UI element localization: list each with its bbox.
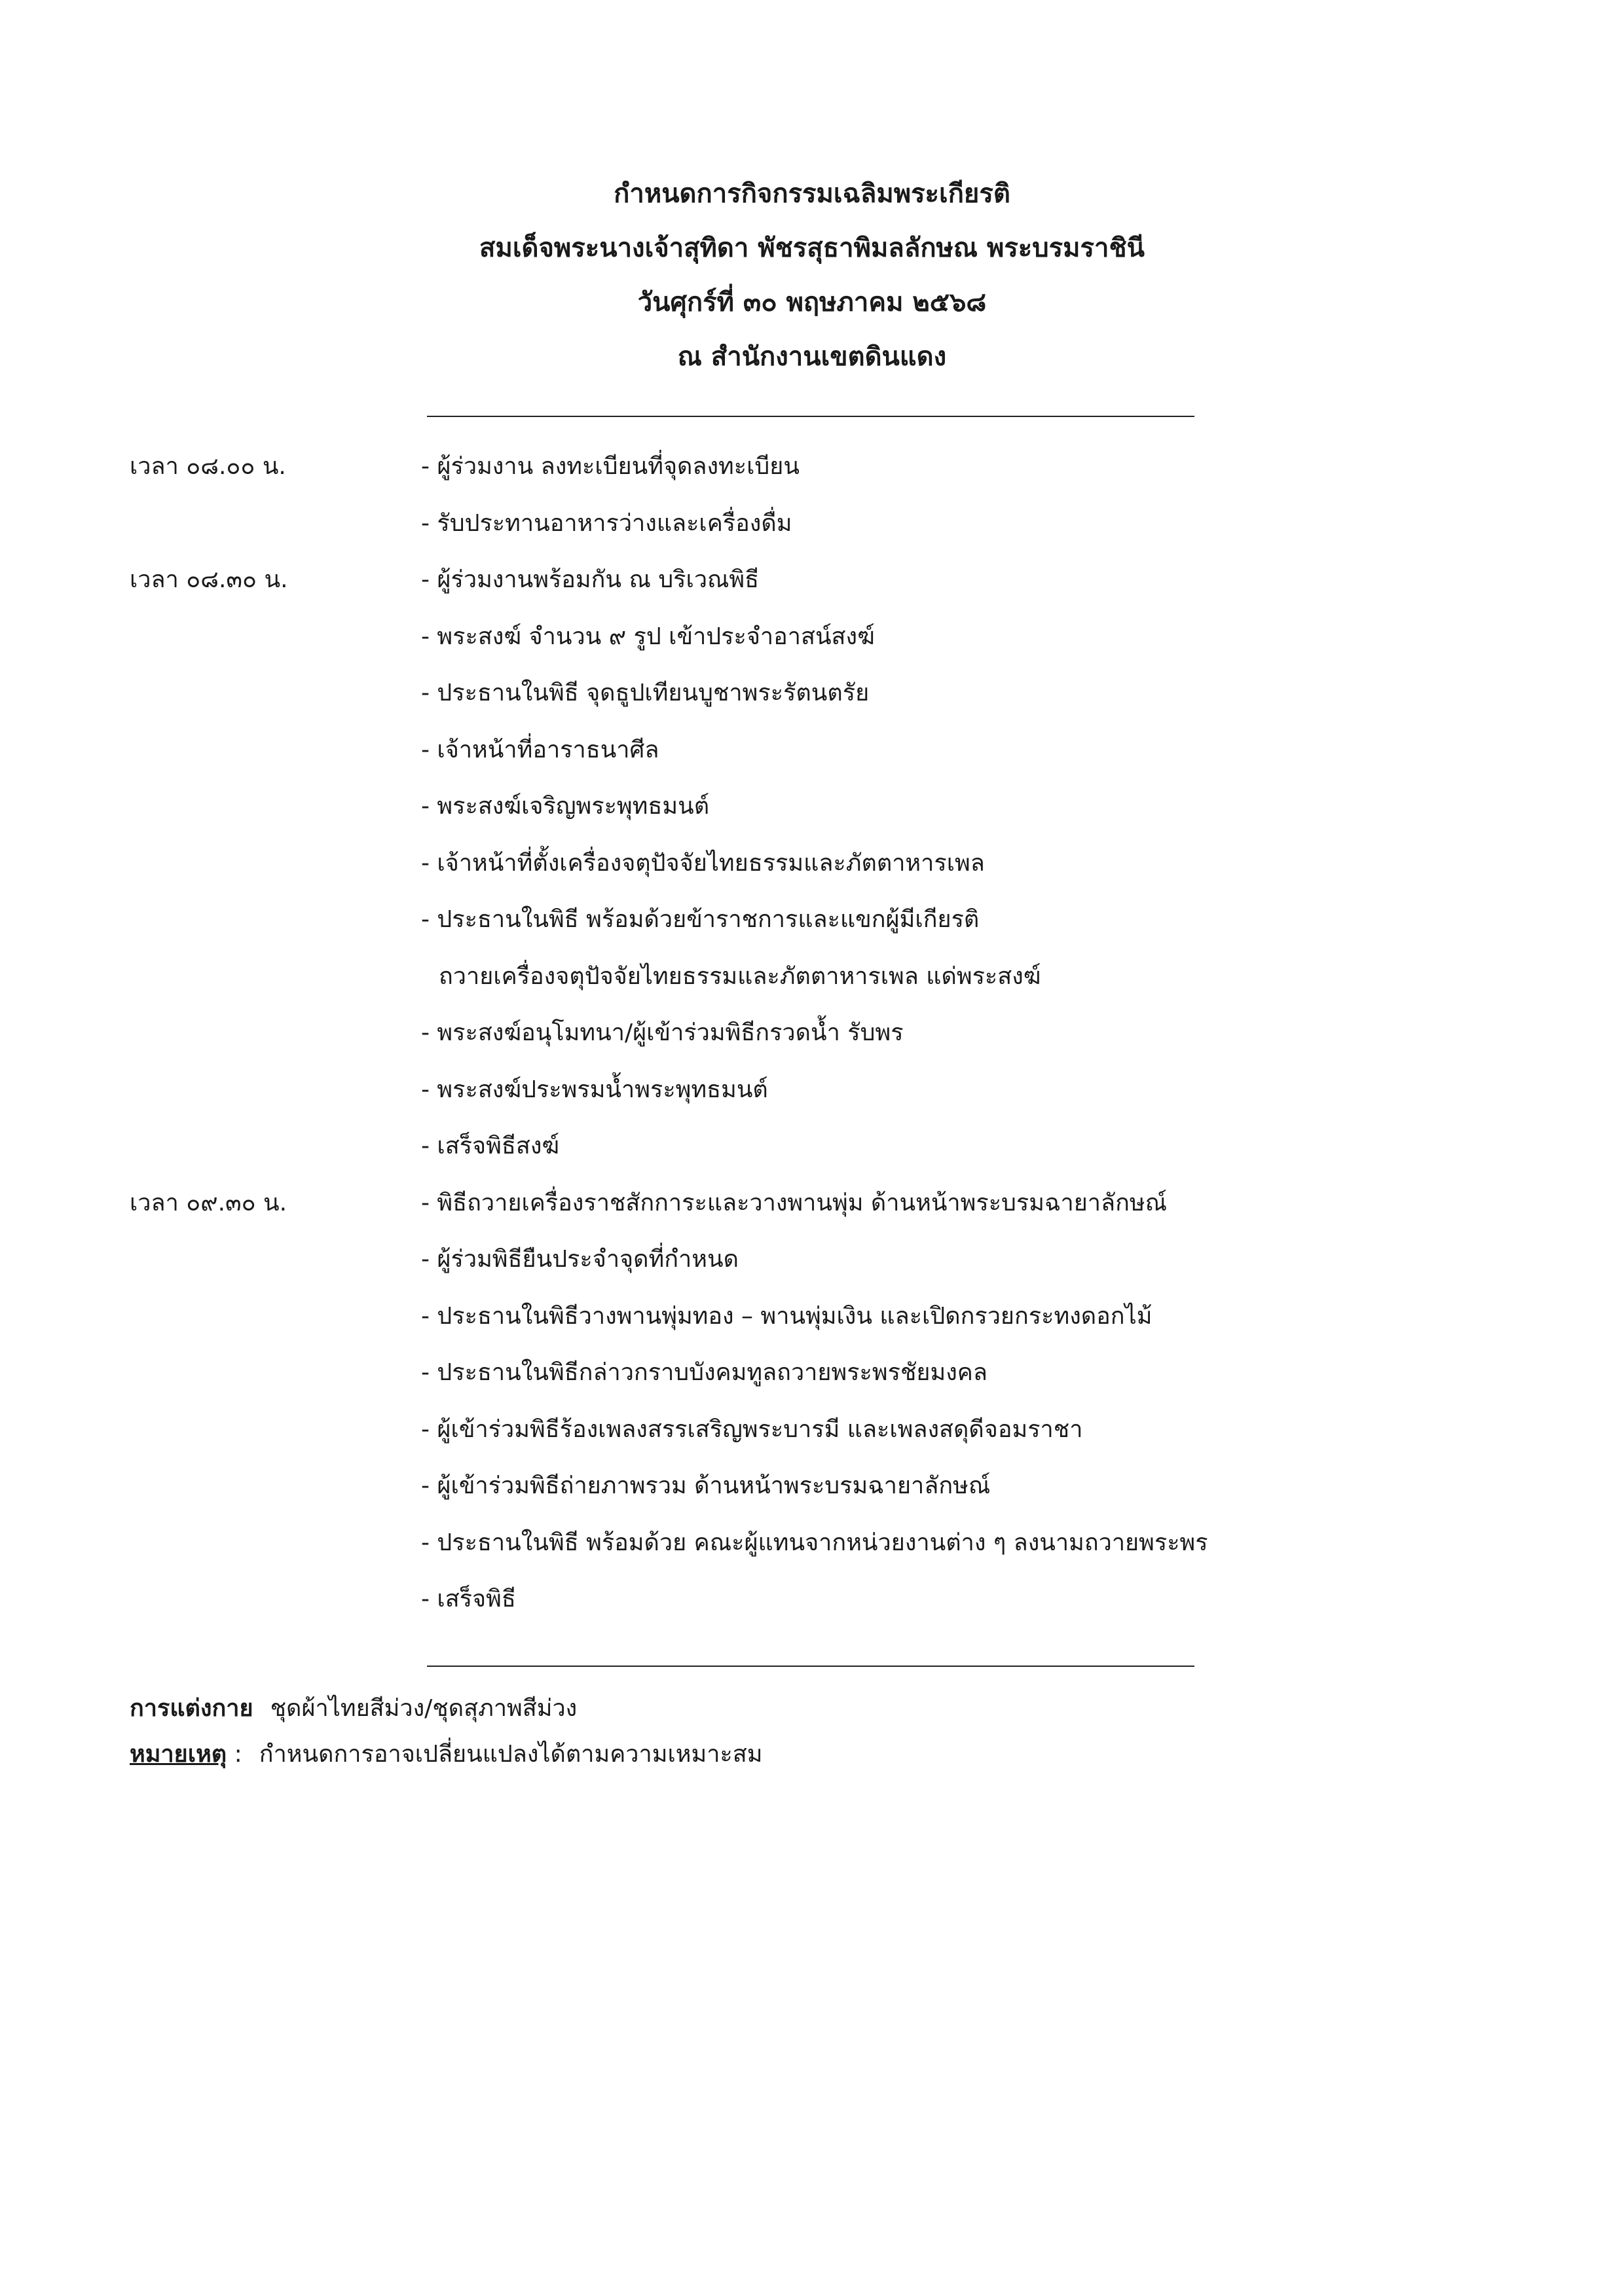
schedule-item: - ผู้เข้าร่วมพิธีร้องเพลงสรรเสริญพระบารมี และเพลงสดุดีจอมราชา	[421, 1415, 1083, 1443]
schedule-row	[0, 1231, 1624, 1288]
title-line-2: สมเด็จพระนางเจ้าสุทิดา พัชรสุธาพิมลลักษณ พระบรมราชินี	[479, 233, 1145, 263]
dress-code-line	[130, 1686, 762, 1732]
schedule-row	[0, 778, 1624, 835]
schedule-row	[0, 1005, 1624, 1062]
schedule-item: - ผู้เข้าร่วมพิธีถ่ายภาพรวม ด้านหน้าพระบรมฉายาลักษณ์	[421, 1472, 991, 1499]
schedule-row	[0, 496, 1624, 553]
schedule-row	[0, 665, 1624, 722]
schedule-time: เวลา ๐๘.๐๐ น.	[130, 453, 286, 480]
schedule-row	[0, 835, 1624, 892]
notes-section	[130, 1686, 762, 1777]
schedule-item: - รับประทานอาหารว่างและเครื่องดื่ม	[421, 509, 792, 537]
remark-line	[130, 1732, 762, 1777]
schedule-row	[0, 949, 1624, 1006]
schedule-row	[0, 1458, 1624, 1515]
header-divider	[427, 416, 1194, 417]
schedule-item: - ประธานในพิธีกล่าวกราบบังคมทูลถวายพระพรชัยมงคล	[421, 1359, 987, 1386]
schedule-item: - ประธานในพิธีวางพานพุ่มทอง – พานพุ่มเงิน และเปิดกรวยกระทงดอกไม้	[421, 1302, 1153, 1330]
schedule-row	[0, 1402, 1624, 1459]
schedule-item: - ประธานในพิธี พร้อมด้วย คณะผู้แทนจากหน่วยงานต่าง ๆ ลงนามถวายพระพร	[421, 1529, 1208, 1556]
schedule-item: - ผู้ร่วมพิธียืนประจำจุดที่กำหนด	[421, 1246, 739, 1273]
title-line-1: กำหนดการกิจกรรมเฉลิมพระเกียรติ	[614, 179, 1010, 209]
schedule-item: - ผู้ร่วมงานพร้อมกัน ณ บริเวณพิธี	[421, 566, 760, 593]
schedule-row	[0, 609, 1624, 666]
schedule-item: - พระสงฆ์ประพรมน้ำพระพุทธมนต์	[421, 1076, 768, 1103]
schedule-time: เวลา ๐๙.๓๐ น.	[130, 1189, 287, 1216]
schedule-row	[0, 1571, 1624, 1628]
schedule-list	[0, 439, 1624, 1628]
remark-label: หมายเหตุ	[130, 1741, 227, 1768]
footer-divider	[427, 1666, 1194, 1667]
schedule-item-continuation: ถวายเครื่องจตุปัจจัยไทยธรรมและภัตตาหารเพล แด่พระสงฆ์	[439, 962, 1041, 990]
schedule-item: - เสร็จพิธี	[421, 1586, 516, 1613]
schedule-row	[0, 722, 1624, 779]
schedule-row	[0, 1175, 1624, 1232]
document-header	[0, 167, 1624, 384]
schedule-item: - พระสงฆ์เจริญพระพุทธมนต์	[421, 793, 710, 820]
schedule-item: - พิธีถวายเครื่องราชสักการะและวางพานพุ่ม ด้านหน้าพระบรมฉายาลักษณ์	[421, 1189, 1167, 1216]
dress-code-label: การแต่งกาย	[130, 1695, 253, 1722]
schedule-item: - เจ้าหน้าที่อาราธนาศีล	[421, 736, 659, 763]
schedule-row	[0, 552, 1624, 609]
schedule-row	[0, 1345, 1624, 1402]
schedule-item: - ประธานในพิธี จุดธูปเทียนบูชาพระรัตนตรัย	[421, 680, 870, 706]
schedule-item: - พระสงฆ์อนุโมทนา/ผู้เข้าร่วมพิธีกรวดน้ำ รับพร	[421, 1019, 904, 1046]
remark-text: กำหนดการอาจเปลี่ยนแปลงได้ตามความเหมาะสม	[259, 1741, 763, 1768]
schedule-row	[0, 1118, 1624, 1175]
title-line-4: ณ สำนักงานเขตดินแดง	[677, 342, 947, 372]
schedule-item: - เสร็จพิธีสงฆ์	[421, 1133, 560, 1159]
remark-separator: :	[234, 1741, 242, 1768]
schedule-row	[0, 1062, 1624, 1119]
schedule-row	[0, 1515, 1624, 1572]
schedule-row	[0, 439, 1624, 496]
dress-code-text: ชุดผ้าไทยสีม่วง/ชุดสุภาพสีม่วง	[270, 1695, 578, 1722]
schedule-item: - ผู้ร่วมงาน ลงทะเบียนที่จุดลงทะเบียน	[421, 453, 800, 480]
title-line-3: วันศุกร์ที่ ๓๐ พฤษภาคม ๒๕๖๘	[637, 287, 987, 318]
schedule-item: - ประธานในพิธี พร้อมด้วยข้าราชการและแขกผู้มีเกียรติ	[421, 906, 980, 933]
schedule-item: - พระสงฆ์ จำนวน ๙ รูป เข้าประจำอาสน์สงฆ์	[421, 623, 875, 650]
schedule-item: - เจ้าหน้าที่ตั้งเครื่องจตุปัจจัยไทยธรรมและภัตตาหารเพล	[421, 849, 985, 877]
schedule-row	[0, 1288, 1624, 1345]
schedule-time: เวลา ๐๘.๓๐ น.	[130, 566, 288, 593]
schedule-row	[0, 892, 1624, 949]
